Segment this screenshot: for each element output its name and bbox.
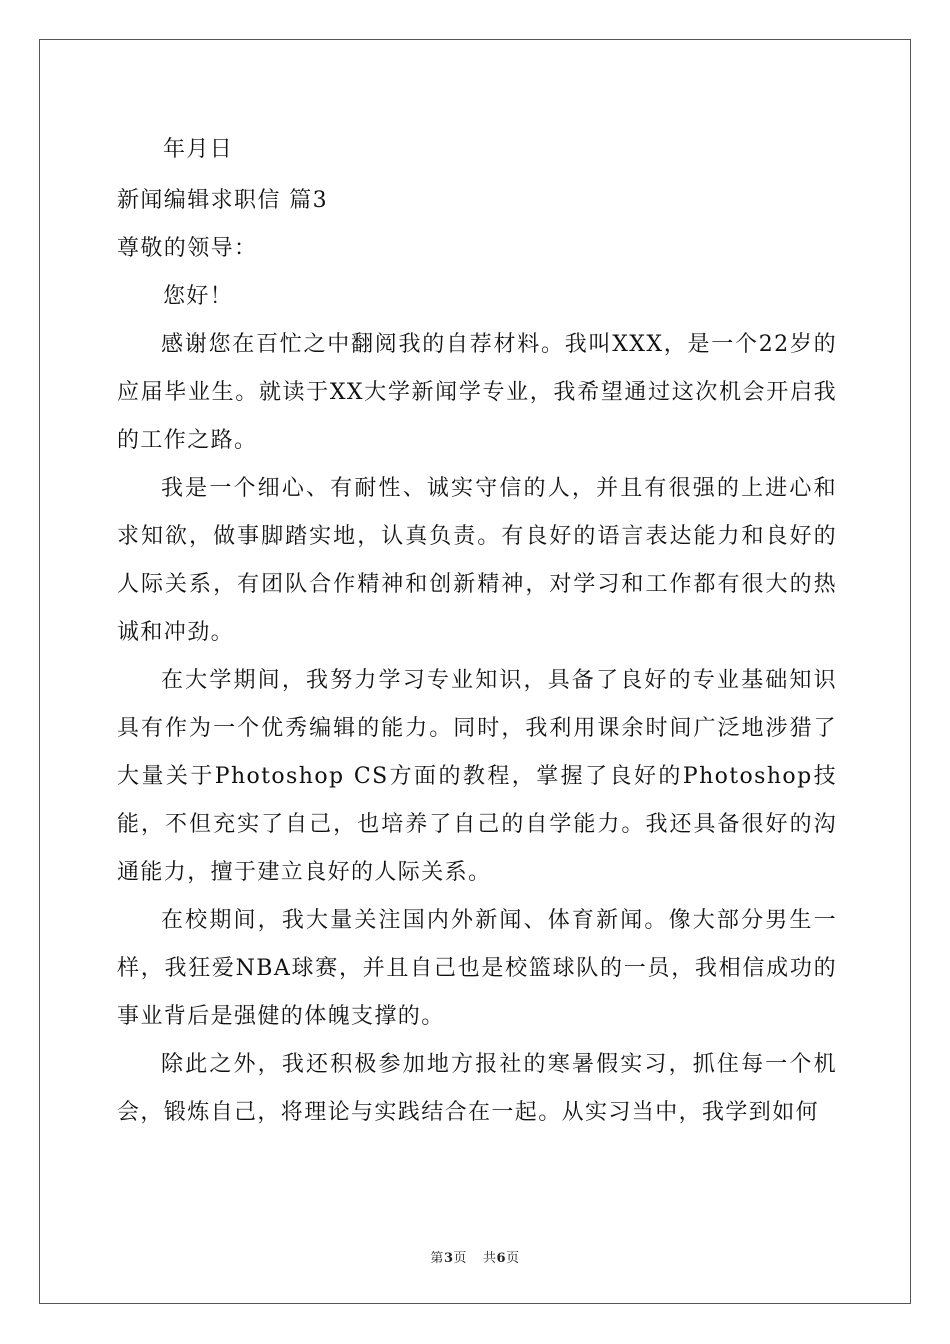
section-title: 新闻编辑求职信 篇3 bbox=[117, 188, 328, 213]
paragraph-personality: 我是一个细心、有耐性、诚实守信的人，并且有很强的上进心和求知欲，做事脚踏实地，认真负责。有良好的语言表达能力和良好的人际关系，有团队合作精神和创新精神，对学习和工作都有很大的热诚和冲劲。 bbox=[117, 476, 837, 645]
page-current: 3 bbox=[443, 1251, 454, 1266]
date-line: 年月日 bbox=[163, 137, 234, 162]
paragraph-internship: 除此之外，我还积极参加地方报社的寒暑假实习，抓住每一个机会，锻炼自己，将理论与实践结合在一起。从实习当中，我学到如何 bbox=[117, 1052, 837, 1125]
salutation: 尊敬的领导： bbox=[117, 236, 258, 261]
letter-paragraphs bbox=[117, 321, 837, 1137]
page-prefix: 第 bbox=[430, 1251, 444, 1266]
paragraph-intro: 感谢您在百忙之中翻阅我的自荐材料。我叫XXX，是一个22岁的应届毕业生。就读于XX大学新闻学专业，我希望通过这次机会开启我的工作之路。 bbox=[117, 332, 837, 453]
total-unit: 页 bbox=[506, 1251, 520, 1266]
page-unit: 页 bbox=[453, 1251, 467, 1266]
page-total: 6 bbox=[496, 1251, 507, 1266]
greeting: 您好！ bbox=[163, 284, 234, 309]
page-footer bbox=[0, 1247, 950, 1266]
document-body bbox=[117, 126, 837, 1137]
paragraph-school-life: 在校期间，我大量关注国内外新闻、体育新闻。像大部分男生一样，我狂爱NBA球赛，并且自己也是校篮球队的一员，我相信成功的事业背后是强健的体魄支撑的。 bbox=[117, 908, 837, 1029]
total-prefix: 共 bbox=[483, 1251, 497, 1266]
paragraph-university: 在大学期间，我努力学习专业知识，具备了良好的专业基础知识具有作为一个优秀编辑的能力。同时，我利用课余时间广泛地涉猎了大量关于Photoshop CS方面的教程，掌握了良好的Photoshop技能，不但充实了自己，也培养了自己的自学能力。我还具备很好的沟通能力，擅于建立良好的人际关系。 bbox=[117, 668, 837, 885]
